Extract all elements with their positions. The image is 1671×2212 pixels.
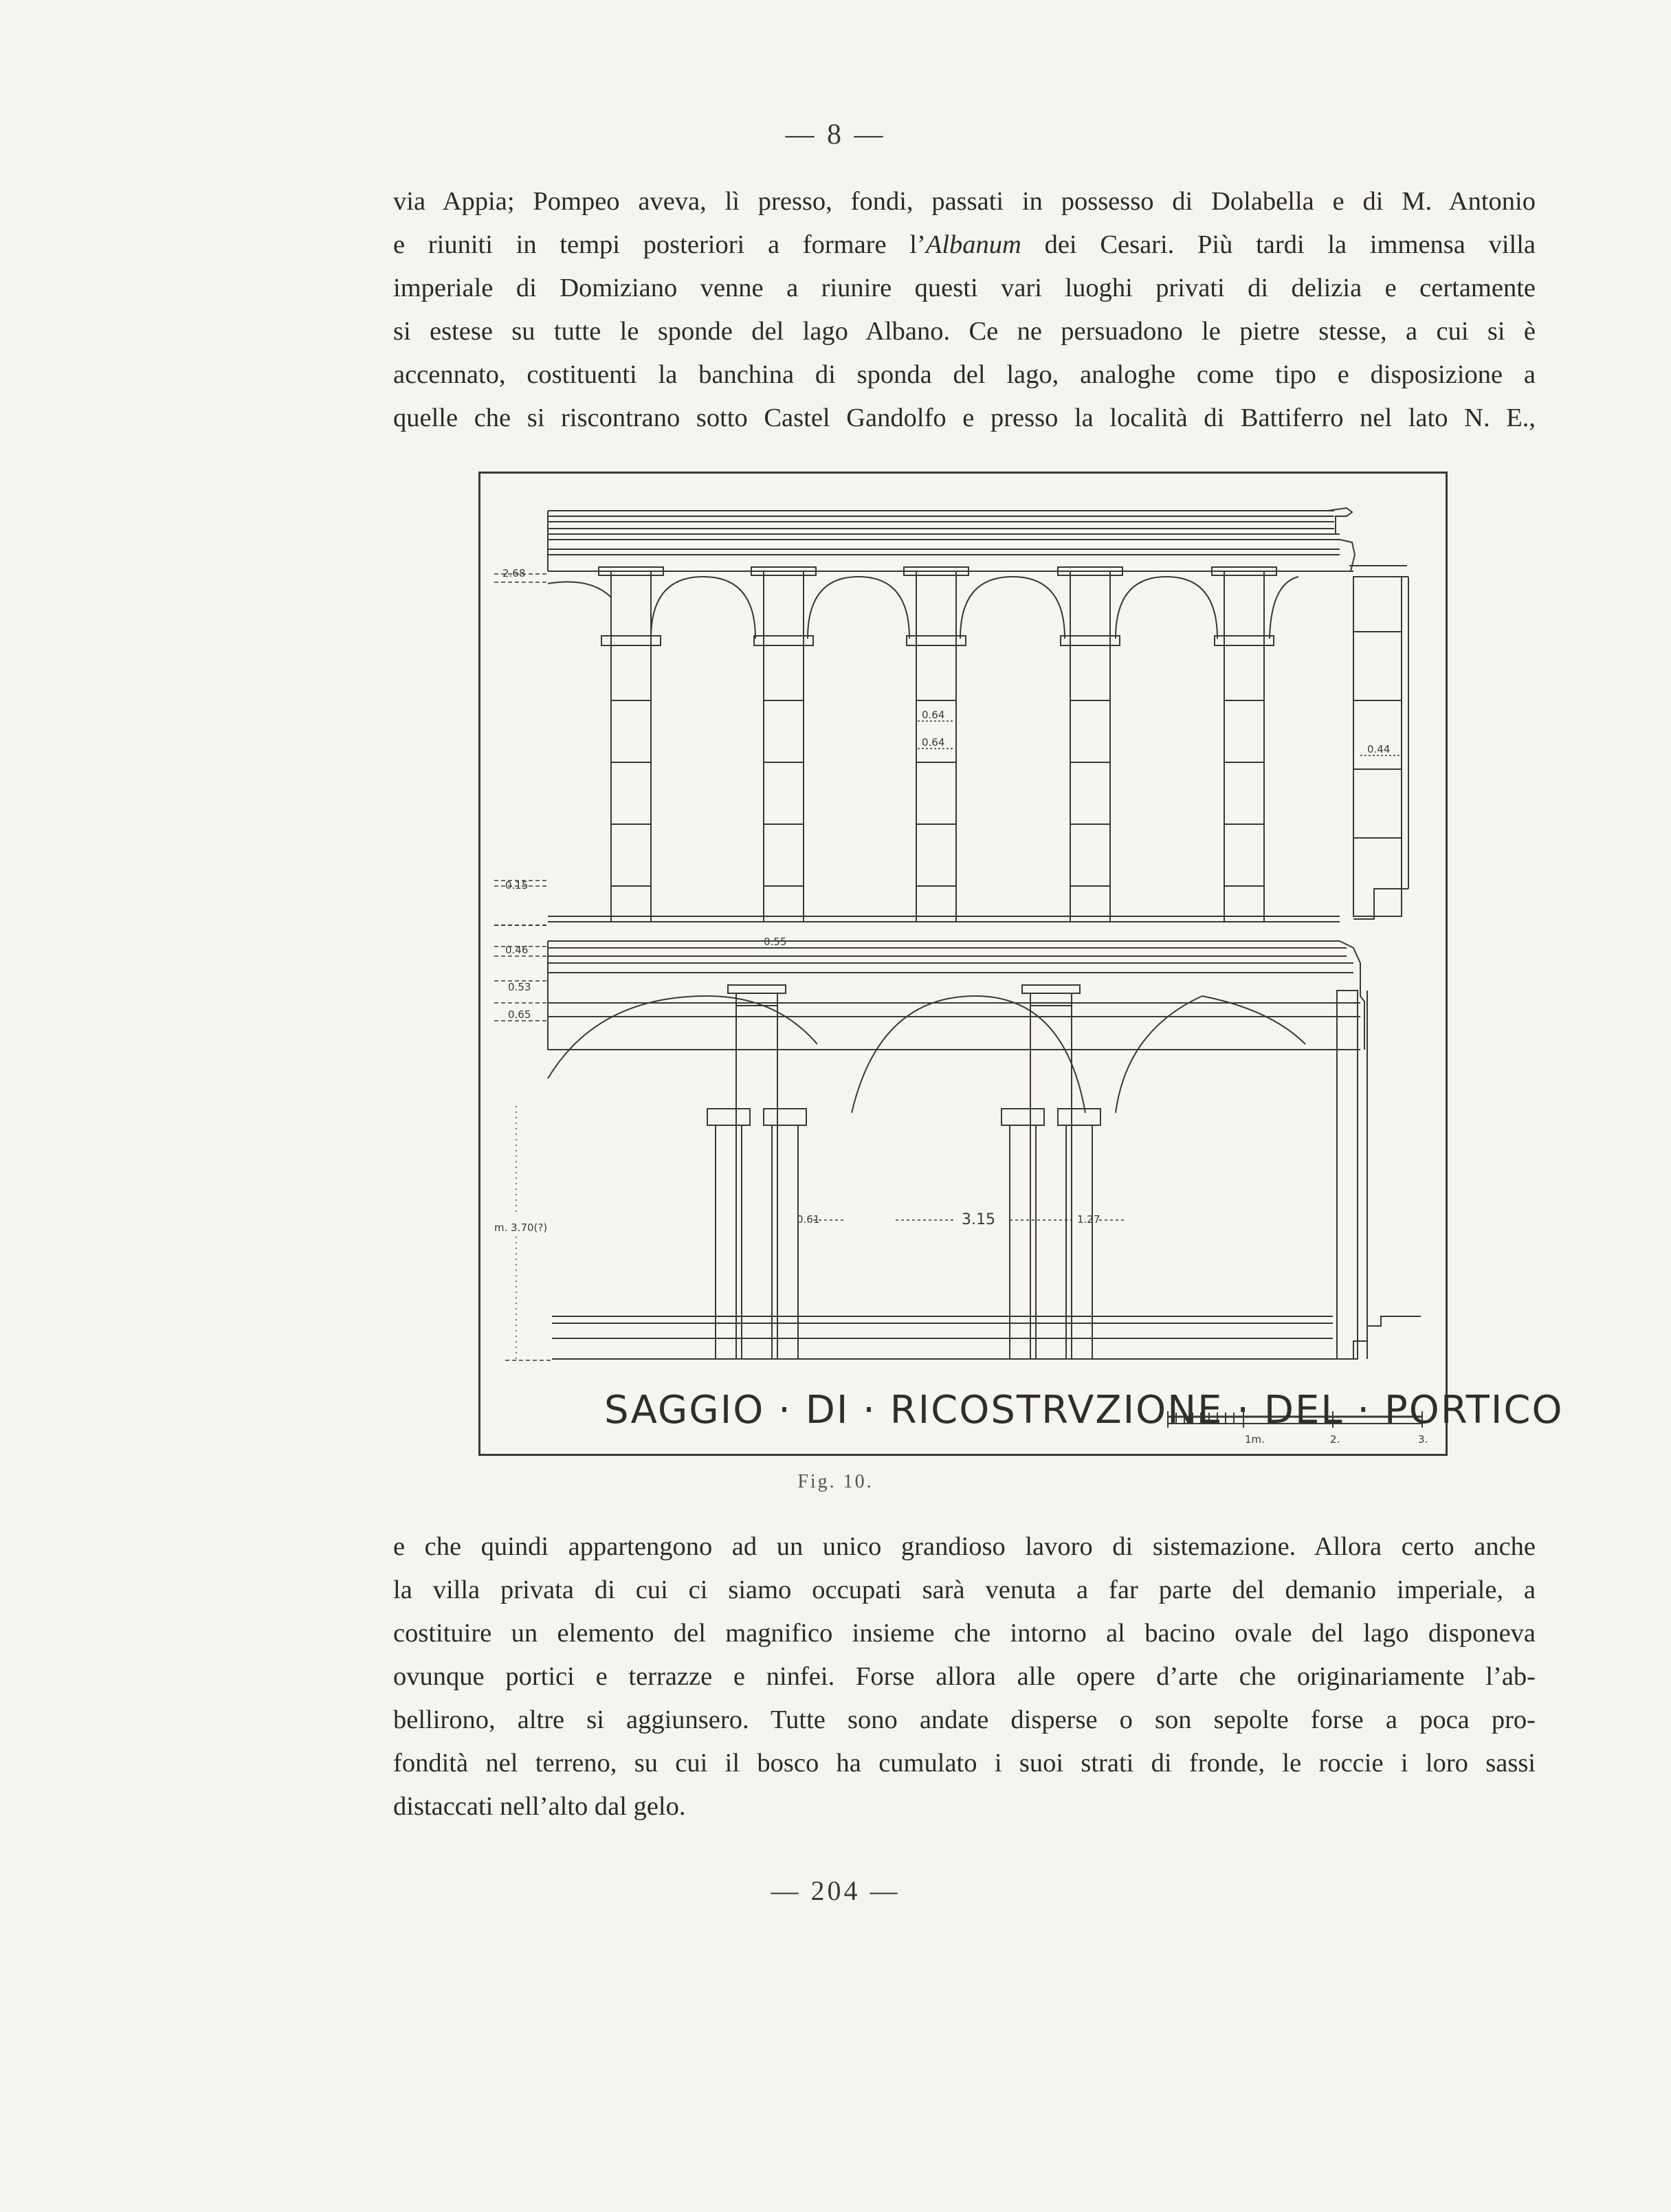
scale-label: 1m. xyxy=(1245,1433,1265,1446)
text-line: distaccati nell’alto dal gelo. xyxy=(393,1792,686,1821)
dim-label: 0.46 xyxy=(505,944,529,956)
dim-label: 0.15 xyxy=(505,879,529,892)
text-line: imperiale di Domiziano venne a riunire questi vari luoghi privati di delizia e certamente xyxy=(393,274,1536,302)
text-line: e che quindi appartengono ad un unico grandioso lavoro di sistemazione. Allora certo anche xyxy=(393,1532,1536,1561)
text-line: la villa privata di cui ci siamo occupati sarà venuta a far parte del demanio imperiale, a xyxy=(393,1575,1536,1604)
dimension-labels xyxy=(494,567,1390,1234)
upper-arcade xyxy=(548,566,1408,922)
dim-label: 0.44 xyxy=(1367,743,1391,755)
text-fragment: dei Cesari. Più tardi la immensa villa xyxy=(1021,230,1536,259)
mid-floor-band xyxy=(494,916,1364,1050)
dim-label: 2.68 xyxy=(502,567,526,579)
portico-elevation-drawing xyxy=(480,474,1564,1454)
text-line: costituire un elemento del magnifico insieme che intorno al bacino ovale del lago disponeva xyxy=(393,1619,1536,1648)
portico-reconstruction-figure xyxy=(478,472,1564,1456)
lower-arcade xyxy=(548,985,1421,1359)
dim-label: 1.27 xyxy=(1077,1213,1100,1226)
text-fragment: e riuniti in tempi posteriori a formare l’ xyxy=(393,230,926,259)
text-line xyxy=(393,223,1536,267)
dim-label: 3.15 xyxy=(962,1211,995,1228)
dim-label: 0.64 xyxy=(922,709,945,721)
figure-title: SAGGIO · DI · RICOSTRVZIONE · DEL · PORTICO xyxy=(604,1388,1564,1433)
dimension-lines xyxy=(494,574,1402,1360)
text-line: ovunque portici e terrazze e ninfei. Forse allora alle opere d’arte che originariamente l’ab- xyxy=(393,1662,1536,1691)
text-line: accennato, costituenti la banchina di sponda del lago, analoghe come tipo e disposizione a xyxy=(393,360,1536,389)
page-footer-number: — 204 — xyxy=(771,1875,900,1906)
text-line: fondità nel terreno, su cui il bosco ha cumulato i suoi strati di fronde, le roccie i loro sassi xyxy=(393,1749,1536,1778)
scale-label: 2. xyxy=(1330,1433,1340,1446)
scale-label: 3. xyxy=(1418,1433,1428,1446)
dim-label: 0.55 xyxy=(764,936,787,948)
text-line: quelle che si riscontrano sotto Castel Gandolfo e presso la località di Battiferro nel lato N. E., xyxy=(393,403,1536,432)
dim-label: m. 3.70(?) xyxy=(494,1221,548,1234)
paragraph-bottom xyxy=(393,1525,1536,1828)
page-header-number: — 8 — xyxy=(785,119,886,151)
italic-term: Albanum xyxy=(925,230,1021,259)
dim-label: 0.65 xyxy=(508,1008,531,1021)
figure-caption: Fig. 10. xyxy=(797,1471,874,1492)
dim-label: 0.61 xyxy=(797,1213,820,1226)
dim-label: 0.64 xyxy=(922,736,945,749)
text-line: si estese su tutte le sponde del lago Albano. Ce ne persuadono le pietre stesse, a cui si è xyxy=(393,317,1536,346)
dim-label: 0.53 xyxy=(508,981,531,993)
text-line: via Appia; Pompeo aveva, lì presso, fondi, passati in possesso di Dolabella e di M. Antonio xyxy=(393,187,1536,216)
upper-entablature xyxy=(548,508,1355,571)
text-line: bellirono, altre si aggiunsero. Tutte sono andate disperse o son sepolte forse a poca pro- xyxy=(393,1705,1536,1734)
paragraph-top xyxy=(393,180,1536,440)
